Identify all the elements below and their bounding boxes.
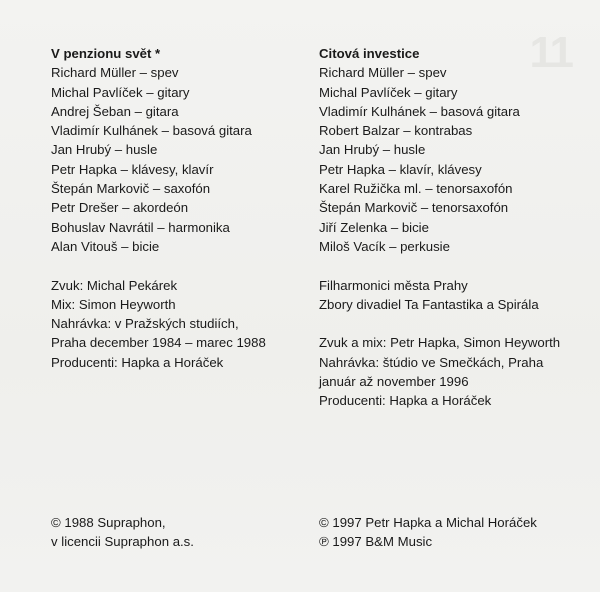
left-credit: Štepán Markovič – saxofón: [51, 181, 211, 197]
left-production-line: Zvuk: Michal Pekárek: [51, 277, 178, 293]
right-credit: Vladimír Kulhánek – basová gitara: [319, 103, 520, 119]
spacer: [51, 256, 291, 275]
right-title: Citová investice: [319, 46, 420, 61]
left-credit: Bohuslav Navrátil – harmonika: [51, 219, 230, 235]
left-production-line: Mix: Simon Heyworth: [51, 296, 176, 312]
copyright-line: v licencii Supraphon a.s.: [51, 534, 194, 550]
right-credit: Miloš Vacík – perkusie: [319, 238, 450, 254]
spacer: [319, 314, 579, 333]
right-credit: Richard Müller – spev: [319, 65, 447, 81]
copyright-line: © 1988 Supraphon,: [51, 515, 166, 530]
right-credit: Štepán Markovič – tenorsaxofón: [319, 200, 509, 216]
left-credit: Petr Drešer – akordeón: [51, 200, 189, 216]
spacer: [319, 256, 579, 275]
left-credit: Andrej Šeban – gitara: [51, 103, 179, 119]
right-credit: Robert Balzar – kontrabas: [319, 123, 473, 139]
right-ensemble: Filharmonici města Prahy: [319, 277, 468, 293]
right-ensemble: Zbory divadiel Ta Fantastika a Spirála: [319, 296, 539, 312]
left-credit: Vladimír Kulhánek – basová gitara: [51, 123, 252, 139]
right-credit: Jiří Zelenka – bicie: [319, 219, 429, 235]
left-production-line: Producenti: Hapka a Horáček: [51, 354, 224, 370]
phonogram-line: ℗ 1997 B&M Music: [319, 534, 433, 550]
copyright-line: © 1997 Petr Hapka a Michal Horáček: [319, 515, 537, 530]
right-production-line: Nahrávka: štúdio ve Smečkách, Praha: [319, 354, 544, 370]
right-credit: Jan Hrubý – husle: [319, 142, 426, 158]
left-production-line: Nahrávka: v Pražských studiích,: [51, 316, 239, 332]
left-credit: Petr Hapka – klávesy, klavír: [51, 161, 214, 177]
left-column: [51, 44, 291, 372]
faint-page-number: 11: [529, 28, 572, 77]
right-production-line: Zvuk a mix: Petr Hapka, Simon Heyworth: [319, 335, 561, 351]
right-production-line: Producenti: Hapka a Horáček: [319, 393, 492, 409]
left-copyright: [51, 513, 194, 552]
left-title: V penzionu svět *: [51, 46, 161, 61]
left-credit: Richard Müller – spev: [51, 65, 179, 81]
right-credit: Michal Pavlíček – gitary: [319, 84, 458, 100]
left-credit: Jan Hrubý – husle: [51, 142, 158, 158]
right-production-line: január až november 1996: [319, 374, 469, 390]
right-column: [319, 44, 579, 411]
right-credit: Petr Hapka – klavír, klávesy: [319, 161, 482, 177]
right-credit: Karel Ružička ml. – tenorsaxofón: [319, 181, 513, 197]
left-production-line: Praha december 1984 – marec 1988: [51, 335, 266, 351]
left-credit: Alan Vitouš – bicie: [51, 238, 160, 254]
right-copyright: [319, 513, 537, 552]
left-credit: Michal Pavlíček – gitary: [51, 84, 190, 100]
